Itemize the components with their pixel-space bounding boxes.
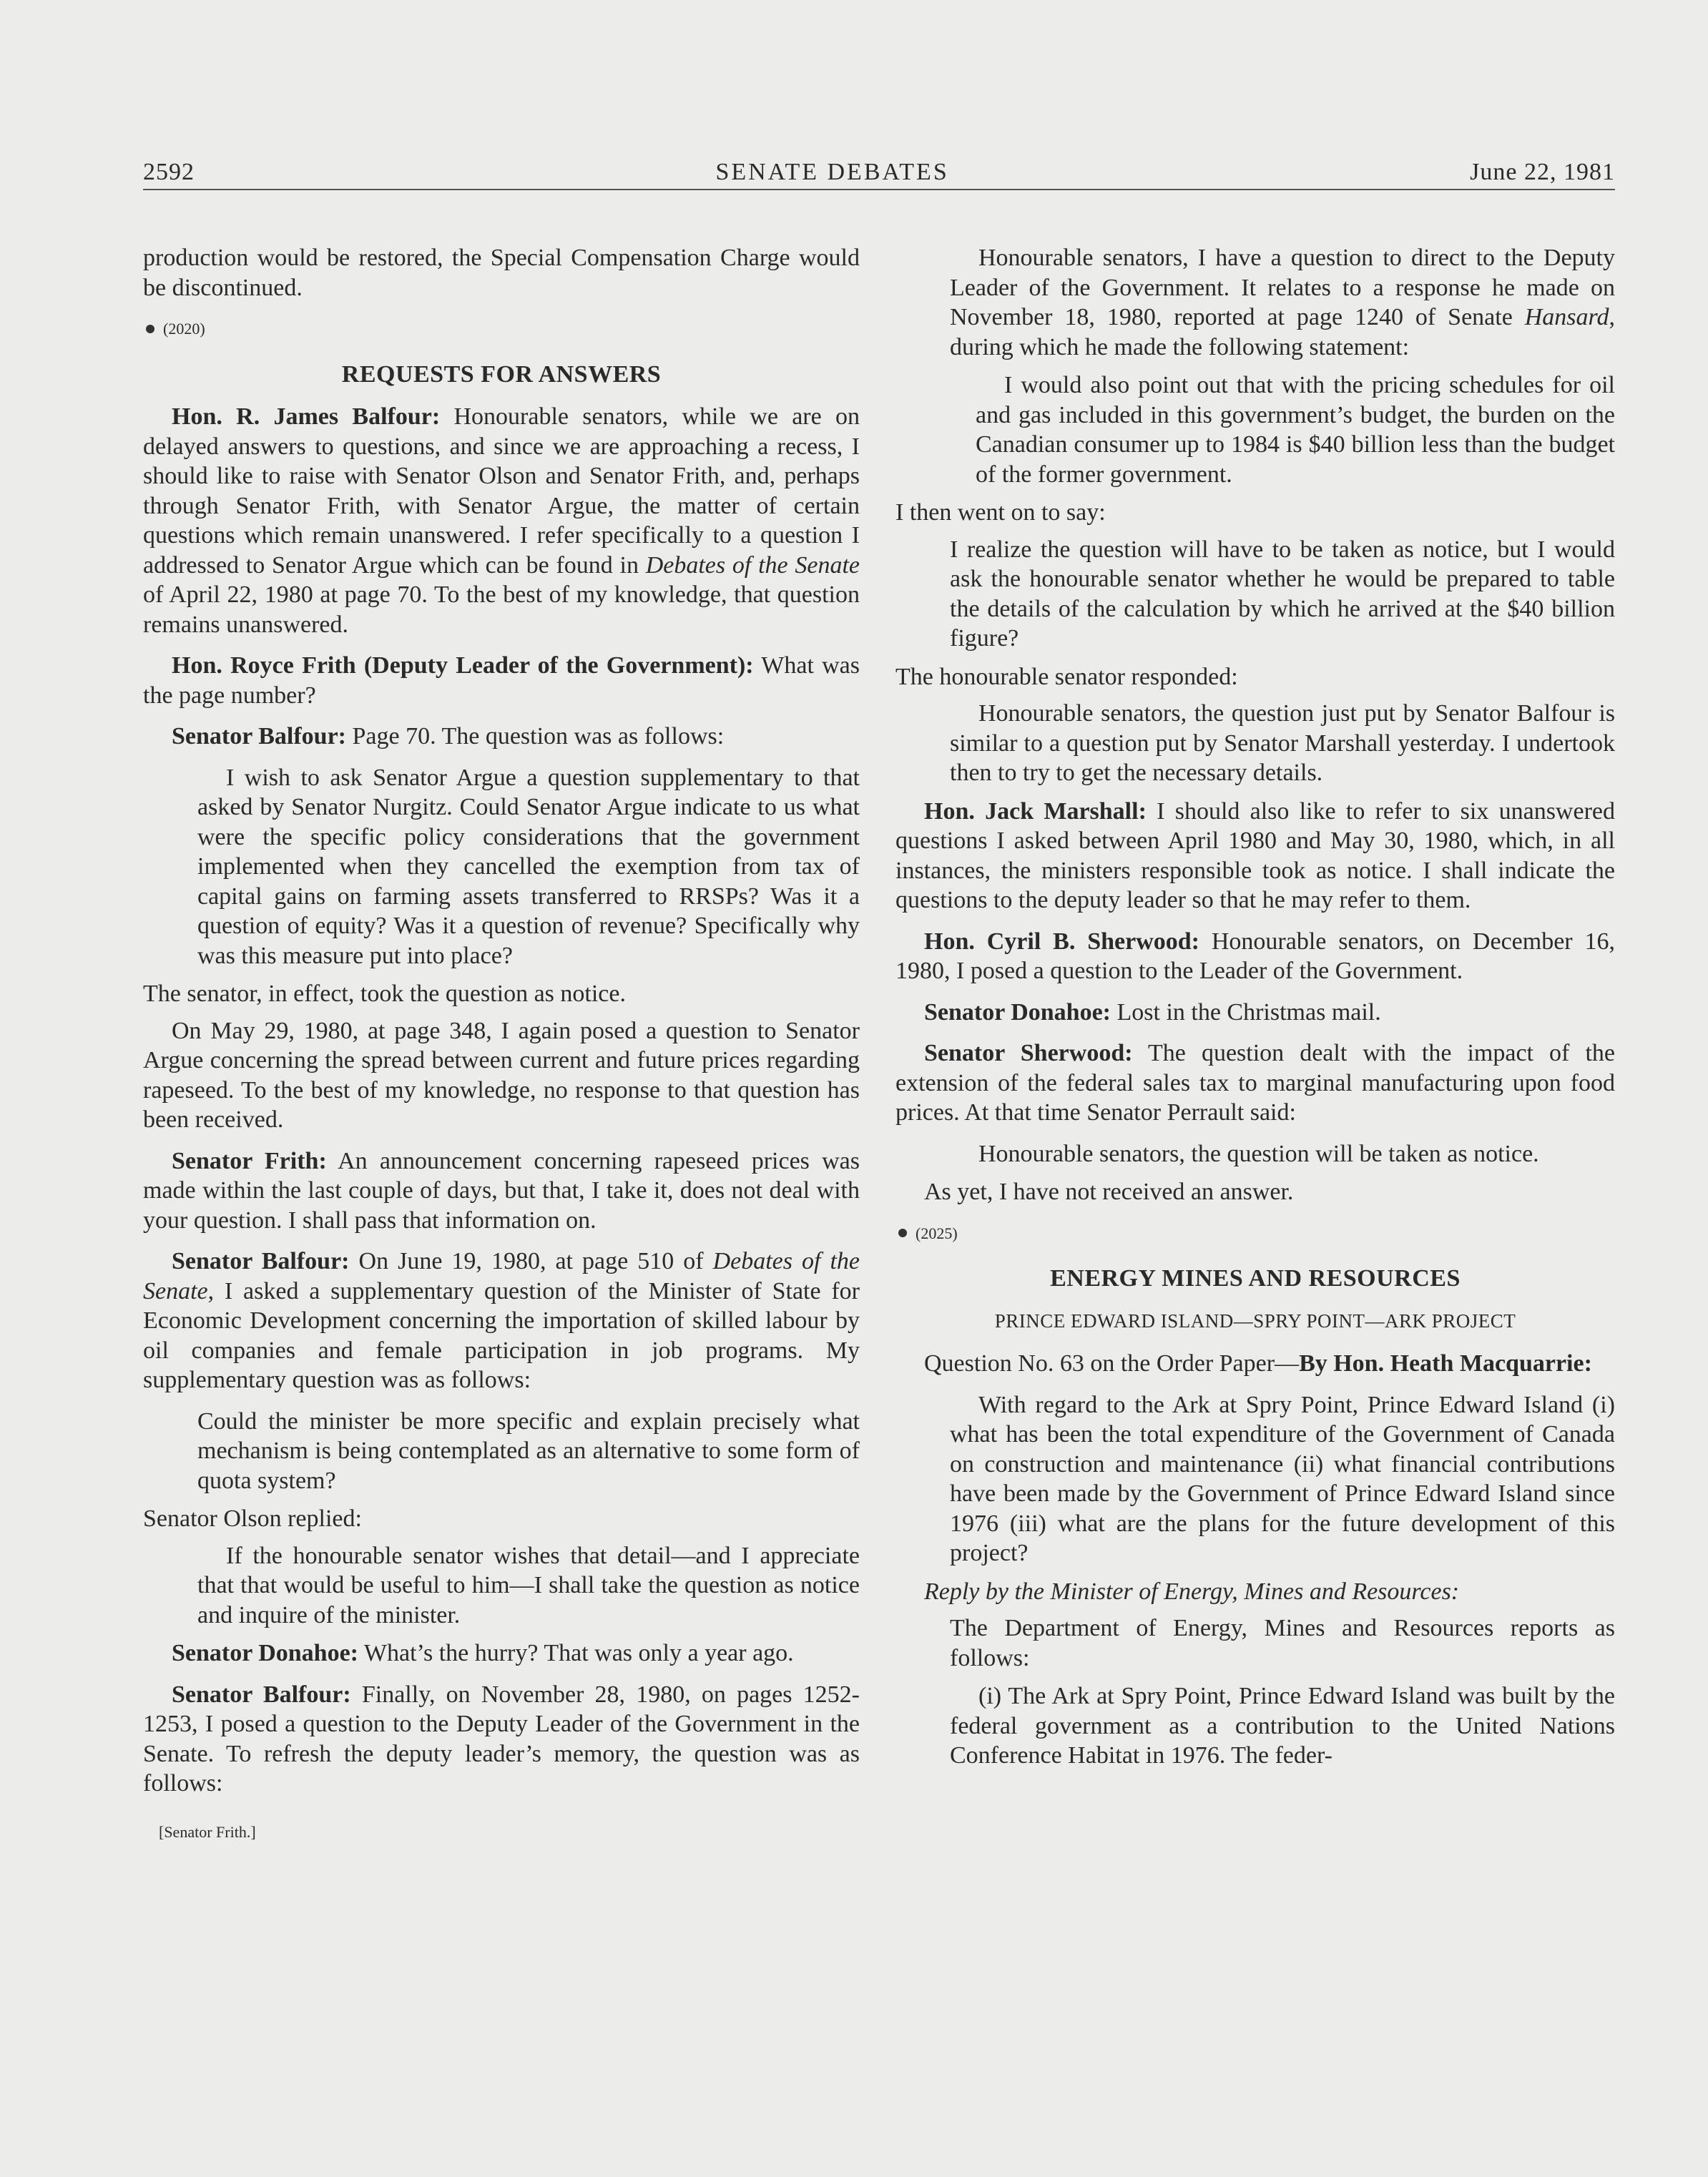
speech-paragraph: Senator Sherwood: The question dealt with the impact of the extension of the federal sales tax to marginal manufacturing upon food prices. At that time Senator Perrault said: <box>895 1040 1615 1126</box>
speaker-name: Hon. Jack Marshall: <box>924 797 1147 825</box>
speech-paragraph: Senator Balfour: Finally, on November 28, 1980, on pages 1252-1253, I posed a question to the Deputy Leader of the Government in the Senate. To refresh the deputy leader’s memory, the question was as follows: <box>143 1681 860 1797</box>
right-column <box>895 243 1615 1779</box>
questioner-name: By Hon. Heath Macquarrie: <box>1299 1350 1592 1377</box>
sub-heading: PRINCE EDWARD ISLAND—SPRY POINT—ARK PROJECT <box>994 1309 1516 1332</box>
question-paragraph: Question No. 63 on the Order Paper—By Hon. Heath Macquarrie: <box>924 1350 1592 1377</box>
block-quote: Honourable senators, I have a question to direct to the Deputy Leader of the Government. It relates to a response he made on November 18, 1980, reported at page 1240 of Senate Hansard, during which he made the following statement: <box>950 245 1615 360</box>
section-heading: REQUESTS FOR ANSWERS <box>341 360 662 388</box>
block-quote: The Department of Energy, Mines and Resources reports as follows: <box>950 1615 1615 1671</box>
block-quote: I would also point out that with the pricing schedules for oil and gas included in this government’s budget, the burden on the Canadian consumer up to 1984 is $40 billion less than the budget of the former government. <box>976 372 1615 488</box>
speaker-name: Hon. R. James Balfour: <box>172 403 441 430</box>
speech-paragraph: Hon. Royce Frith (Deputy Leader of the Government): What was the page number? <box>143 652 860 709</box>
speech-paragraph: Hon. Cyril B. Sherwood: Honourable senators, on December 16, 1980, I posed a question to the Leader of the Government. <box>895 928 1615 984</box>
speaker-name: Senator Donahoe: <box>172 1640 358 1666</box>
speaker-name: Senator Frith: <box>172 1147 327 1174</box>
block-quote: With regard to the Ark at Spry Point, Prince Edward Island (i) what has been the total expenditure of the Government of Canada on construction and maintenance (ii) what financial contributions have been made by the Government of Prince Edward Island since 1976 (iii) what are the plans for the future development of this project? <box>950 1391 1615 1566</box>
publication-title: SENATE DEBATES <box>715 159 949 185</box>
speaker-name: Senator Balfour: <box>172 1248 350 1274</box>
reply-heading: Reply by the Minister of Energy, Mines and Resources: <box>924 1578 1460 1605</box>
speaker-name: Senator Donahoe: <box>924 998 1111 1026</box>
paragraph: The senator, in effect, took the question as notice. <box>143 981 626 1007</box>
time-marker: (2020) <box>143 314 860 344</box>
section-heading: ENERGY MINES AND RESOURCES <box>1050 1265 1461 1292</box>
paragraph: As yet, I have not received an answer. <box>924 1179 1294 1205</box>
speaker-name: Hon. Cyril B. Sherwood: <box>924 928 1199 955</box>
page-header <box>143 159 1615 190</box>
speech-paragraph: Hon. Jack Marshall: I should also like to refer to six unanswered questions I asked between April 1980 and May 30, 1980, which, in all instances, the ministers responsible took as notice. I shall indicate the questions to the deputy leader so that he may refer to them. <box>895 797 1615 913</box>
speaker-name: Hon. Royce Frith (Deputy Leader of the Government): <box>172 652 754 679</box>
time-marker: (2025) <box>895 1219 1615 1249</box>
block-quote: Honourable senators, the question just put by Senator Balfour is similar to a question put by Senator Marshall yesterday. I undertook then to try to get the necessary details. <box>950 700 1615 786</box>
speaker-name: Senator Balfour: <box>172 1681 351 1708</box>
speech-paragraph: Senator Balfour: Page 70. The question was as follows: <box>172 723 725 750</box>
paragraph: production would be restored, the Special Compensation Charge would be discontinued. <box>143 245 860 301</box>
page-number: 2592 <box>143 159 195 185</box>
left-column <box>143 243 860 1847</box>
bullet-icon <box>146 325 154 333</box>
speech-paragraph: Senator Donahoe: What’s the hurry? That was only a year ago. <box>172 1640 794 1666</box>
paragraph: On May 29, 1980, at page 348, I again posed a question to Senator Argue concerning the spread between current and future prices regarding rapeseed. To the best of my knowledge, no response to that question has been received. <box>143 1017 860 1133</box>
speech-paragraph: Senator Balfour: On June 19, 1980, at page 510 of Debates of the Senate, I asked a supplementary question of the Minister of State for Economic Development concerning the importation of skilled labour by oil companies and female participation in job programs. My supplementary question was as follows: <box>143 1248 860 1393</box>
speech-paragraph: Senator Donahoe: Lost in the Christmas mail. <box>924 998 1381 1026</box>
speaker-name: Senator Balfour: <box>172 723 346 750</box>
block-quote: If the honourable senator wishes that detail—and I appreciate that that would be useful to him—I shall take the question as notice and inquire of the minister. <box>197 1542 860 1628</box>
paragraph: I then went on to say: <box>895 499 1106 526</box>
paragraph: Senator Olson replied: <box>143 1505 362 1532</box>
speaker-name: Senator Sherwood: <box>924 1040 1133 1066</box>
speech-paragraph: Senator Frith: An announcement concerning rapeseed prices was made within the last couple of days, but that, I take it, does not deal with your question. I shall pass that information on. <box>143 1147 860 1234</box>
block-quote: I realize the question will have to be taken as notice, but I would ask the honourable senator whether he would be prepared to table the details of the calculation by which he arrived at the $40 billion figure? <box>950 536 1615 652</box>
paragraph: The honourable senator responded: <box>895 663 1238 690</box>
footer-note: [Senator Frith.] <box>159 1822 256 1841</box>
block-quote: (i) The Ark at Spry Point, Prince Edward Island was built by the federal government as a contribution to the United Nations Conference Habitat in 1976. The feder- <box>950 1683 1615 1769</box>
block-quote: I wish to ask Senator Argue a question supplementary to that asked by Senator Nurgitz. Could Senator Argue indicate to us what were the specific policy considerations that the government implemented when they cancelled the exemption from tax of capital gains on farming assets transferred to RRSPs? Was it a question of equity? Was it a question of revenue? Specifically why was this measure put into place? <box>197 764 860 969</box>
speech-paragraph: Hon. R. James Balfour: Honourable senators, while we are on delayed answers to questions, and since we are approaching a recess, I should like to raise with Senator Olson and Senator Frith, and, perhaps through Senator Frith, with Senator Argue, the matter of certain questions which remain unanswered. I refer specifically to a question I addressed to Senator Argue which can be found in Debates of the Senate of April 22, 1980 at page 70. To the best of my knowledge, that question remains unanswered. <box>143 403 860 638</box>
block-quote: Could the minister be more specific and explain precisely what mechanism is being contemplated as an alternative to some form of quota system? <box>197 1407 860 1494</box>
bullet-icon <box>898 1229 907 1237</box>
block-quote: Honourable senators, the question will be taken as notice. <box>978 1140 1539 1167</box>
page-date: June 22, 1981 <box>1470 159 1615 185</box>
